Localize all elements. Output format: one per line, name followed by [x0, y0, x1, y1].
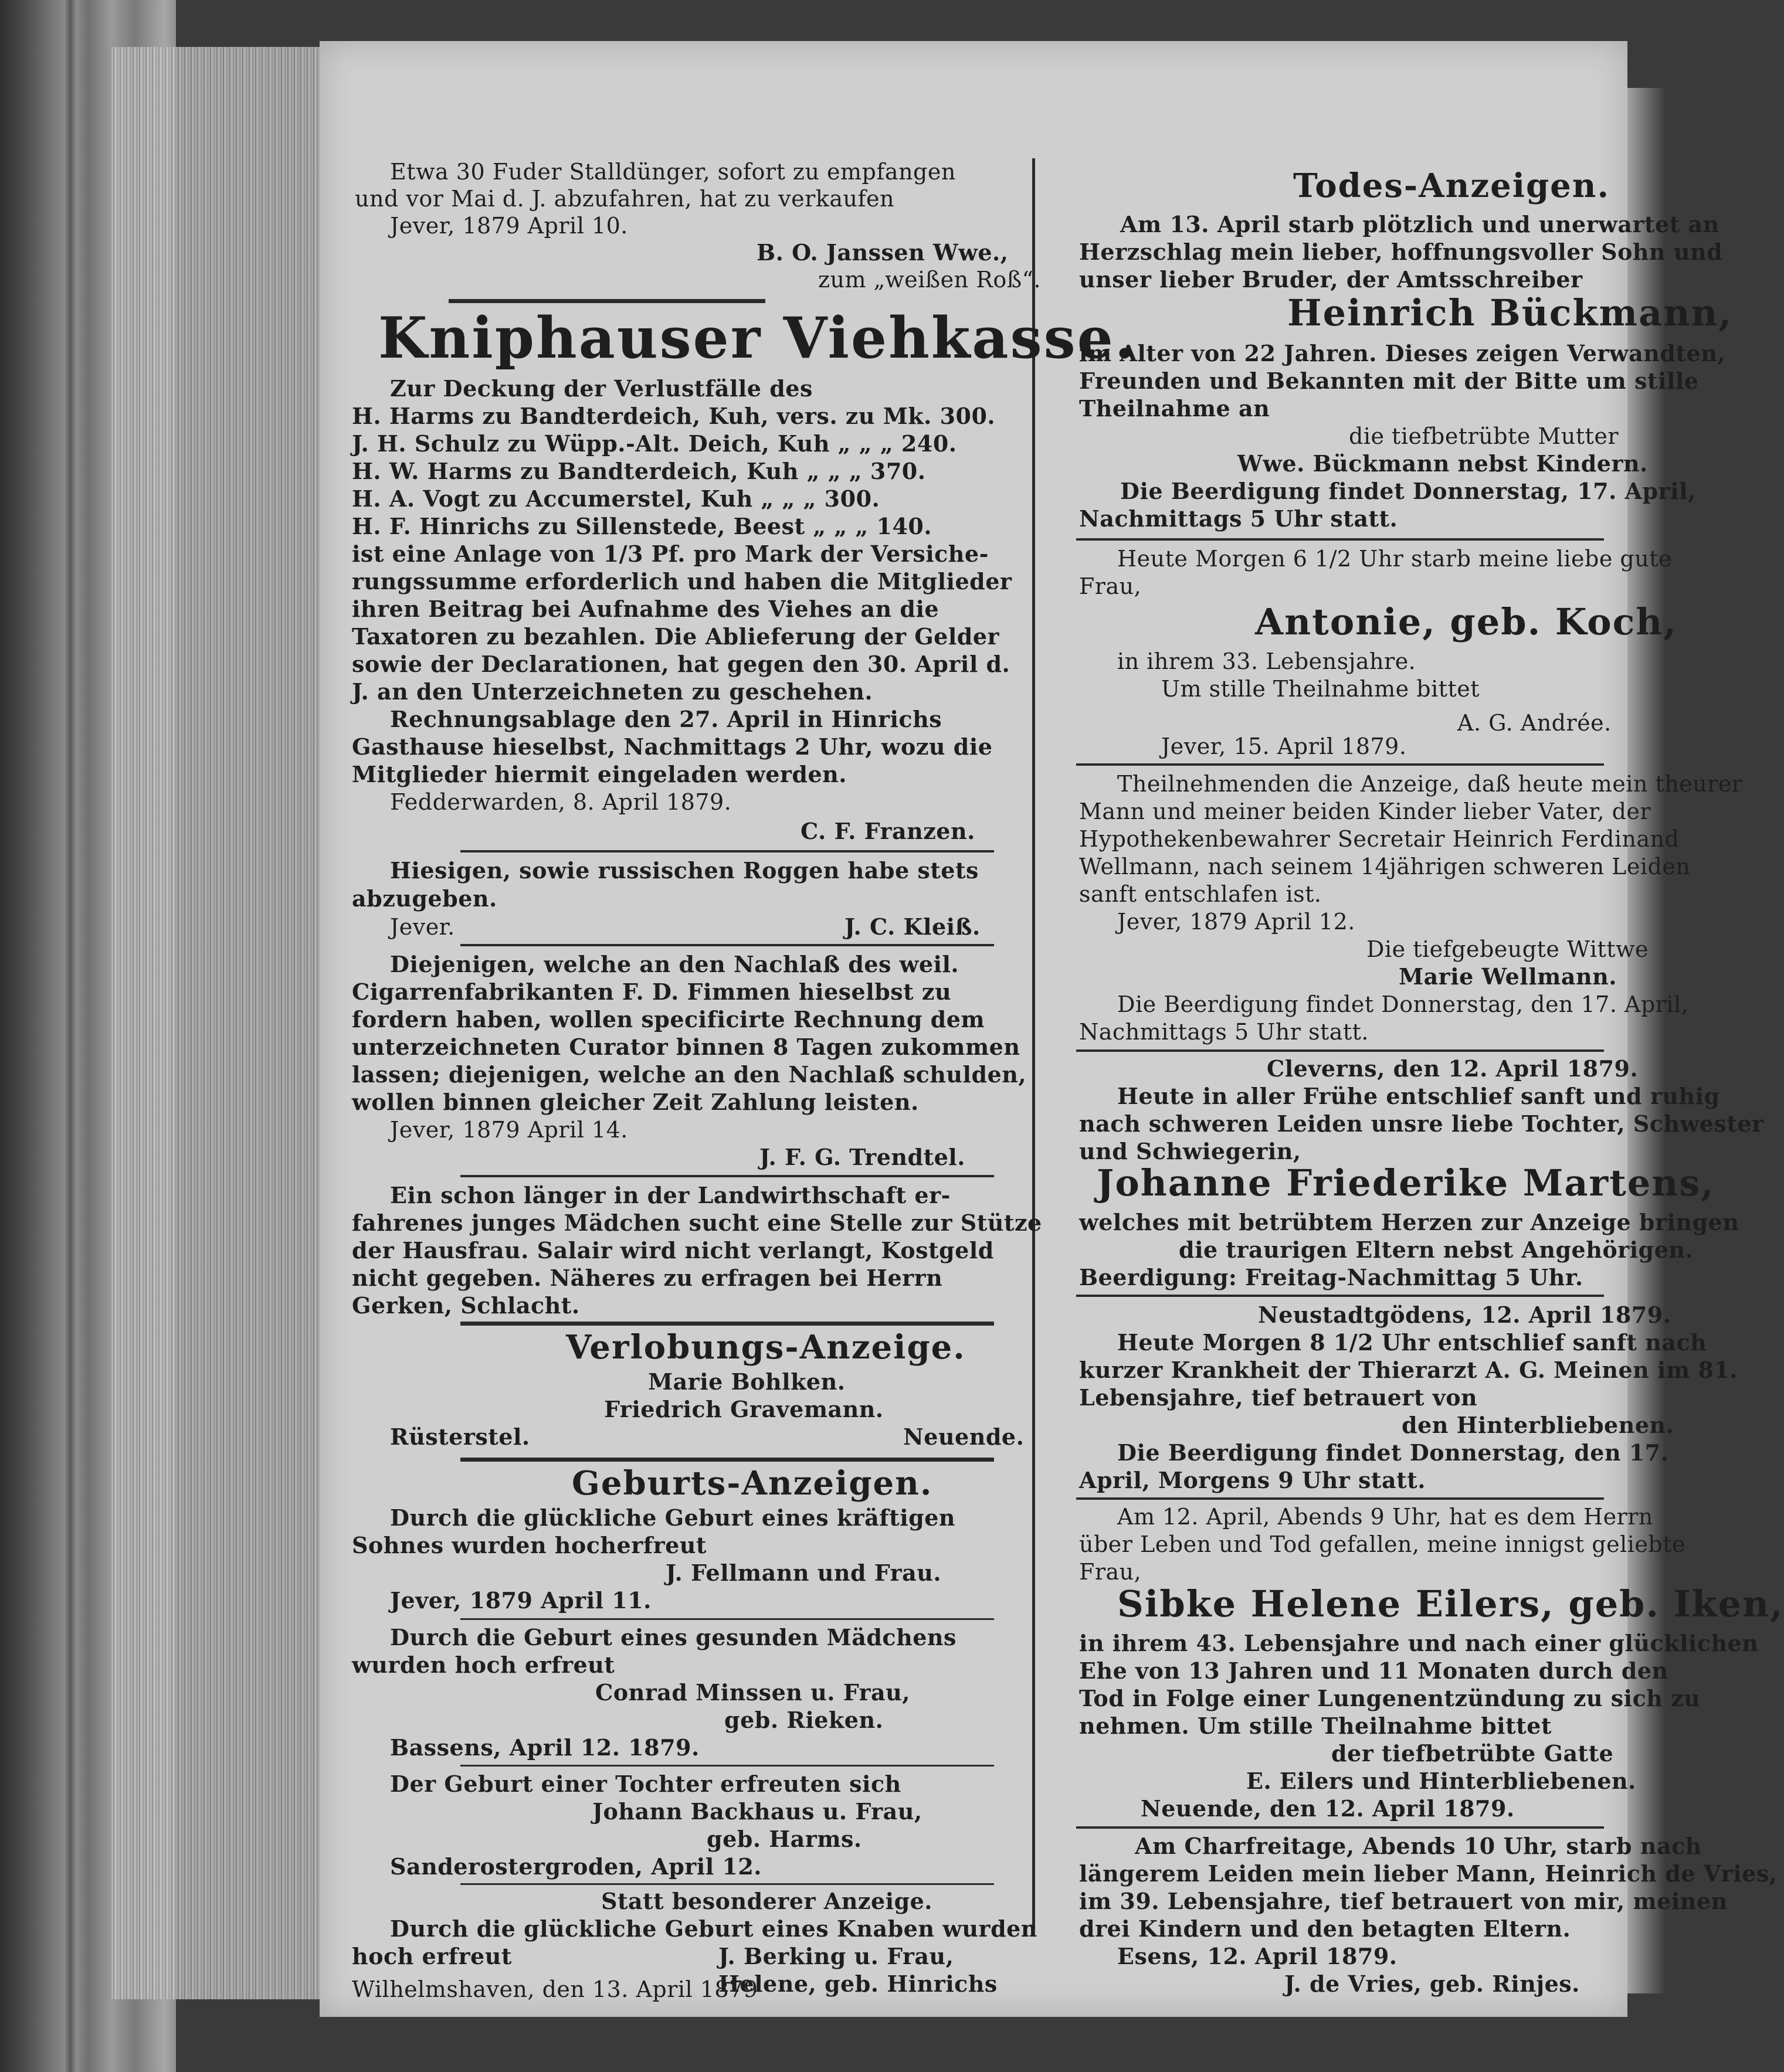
signature: J. de Vries, geb. Rinjes. [1284, 1971, 1580, 1997]
text-line: Hiesigen, sowie russischen Roggen habe stets [390, 857, 979, 884]
text-line: und Schwiegerin, [1079, 1138, 1301, 1164]
text-line: zum „weißen Roß“. [818, 267, 1042, 293]
text-line: drei Kindern und den betagten Eltern. [1079, 1915, 1571, 1942]
text-line: Sohnes wurden hocherfreut [352, 1532, 707, 1558]
text-line: Am 12. April, Abends 9 Uhr, hat es dem Herrn [1117, 1504, 1653, 1530]
text-line: im Alter von 22 Jahren. Dieses zeigen Verwandten, [1079, 340, 1726, 366]
text-line: im 39. Lebensjahre, tief betrauert von mir, meinen [1079, 1888, 1728, 1914]
text-line: H. A. Vogt zu Accumerstel, Kuh „ „ „ 300. [352, 485, 880, 512]
text-line: kurzer Krankheit der Thierarzt A. G. Meinen im 81. [1079, 1357, 1738, 1383]
text-line: Tod in Folge einer Lungenentzündung zu sich zu [1079, 1685, 1701, 1711]
deceased-name: Johanne Friederike Martens, [1097, 1161, 1715, 1204]
text-line: Gasthause hieselbst, Nachmittags 2 Uhr, wozu die [352, 733, 993, 760]
text-line: Jever, 15. April 1879. [1161, 733, 1407, 759]
text-line: Etwa 30 Fuder Stalldünger, sofort zu empfangen [390, 159, 956, 185]
text-line: Cleverns, den 12. April 1879. [1267, 1055, 1639, 1082]
text-line: Gerken, Schlacht. [352, 1292, 580, 1319]
text-line: Jever. [390, 914, 455, 940]
rule [460, 1618, 994, 1620]
text-line: Frau, [1079, 1559, 1142, 1585]
text-line: April, Morgens 9 Uhr statt. [1079, 1467, 1426, 1493]
text-line: Heute in aller Frühe entschlief sanft und ruhig [1117, 1083, 1720, 1109]
rule [460, 850, 994, 852]
text-line: Cigarrenfabrikanten F. D. Fimmen hieselbst zu [352, 979, 952, 1005]
text-line: nach schweren Leiden unsre liebe Tochter, Schwester [1079, 1110, 1764, 1137]
text-line: Theilnahme an [1079, 395, 1270, 422]
text-line: Neuende, den 12. April 1879. [1141, 1795, 1515, 1822]
rule [460, 1765, 994, 1767]
text-line: nicht gegeben. Näheres zu erfragen bei Herrn [352, 1265, 943, 1291]
text-line: ihren Beitrag bei Aufnahme des Viehes an die [352, 596, 940, 622]
text-line: Fedderwarden, 8. April 1879. [390, 789, 732, 815]
deceased-name: Heinrich Bückmann, [1287, 291, 1732, 334]
signature: Conrad Minssen u. Frau, [595, 1679, 911, 1706]
deceased-name: Sibke Helene Eilers, geb. Iken, [1117, 1582, 1784, 1625]
section-heading: Verlobungs-Anzeige. [566, 1328, 966, 1367]
text-line: Lebensjahre, tief betrauert von [1079, 1384, 1478, 1411]
text-line: abzugeben. [352, 885, 497, 912]
text-line: Jever, 1879 April 12. [1117, 909, 1355, 935]
text-line: Am Charfreitage, Abends 10 Uhr, starb nach [1135, 1833, 1702, 1859]
text-line: H. Harms zu Bandterdeich, Kuh, vers. zu Mk. 300. [352, 403, 996, 429]
signature: E. Eilers und Hinterbliebenen. [1246, 1768, 1636, 1794]
text-line: Ehe von 13 Jahren und 11 Monaten durch den [1079, 1657, 1668, 1684]
text-line: Der Geburt einer Tochter erfreuten sich [390, 1771, 901, 1797]
text-line: Marie Bohlken. [648, 1368, 846, 1395]
signature: Johann Backhaus u. Frau, [592, 1798, 922, 1825]
text-line: unterzeichneten Curator binnen 8 Tagen zukommen [352, 1034, 1020, 1060]
signature: B. O. Janssen Wwe., [757, 239, 1009, 266]
text-line: ist eine Anlage von 1/3 Pf. pro Mark der Versiche- [352, 541, 989, 567]
text-line: Wellmann, nach seinem 14jährigen schweren Leiden [1079, 854, 1691, 879]
rule [460, 1175, 994, 1177]
text-line: der tiefbetrübte Gatte [1331, 1740, 1614, 1767]
text-line: H. F. Hinrichs zu Sillenstede, Beest „ „ „ 140. [352, 513, 932, 539]
text-line: wollen binnen gleicher Zeit Zahlung leisten. [352, 1089, 919, 1115]
text-line: Durch die glückliche Geburt eines Knaben wurden [390, 1915, 1037, 1942]
text-line: geb. Harms. [707, 1826, 862, 1852]
signature: A. G. Andrée. [1457, 710, 1612, 736]
text-line: H. W. Harms zu Bandterdeich, Kuh „ „ „ 370. [352, 458, 926, 484]
text-line: Mitglieder hiermit eingeladen werden. [352, 761, 847, 787]
rule [1076, 1049, 1604, 1052]
text-line: Statt besonderer Anzeige. [601, 1888, 933, 1914]
text-line: Hypothekenbewahrer Secretair Heinrich Ferdinand [1079, 826, 1680, 852]
signature: J. Berking u. Frau, [718, 1943, 954, 1969]
text-line: Freunden und Bekannten mit der Bitte um stille [1079, 368, 1699, 394]
text-line: lassen; diejenigen, welche an den Nachlaß schulden, [352, 1061, 1027, 1088]
ad-heading: Kniphauser Viehkasse. [378, 305, 1137, 371]
text-line: Rüsterstel. [390, 1424, 530, 1450]
text-line: Herzschlag mein lieber, hoffnungsvoller Sohn und [1079, 239, 1723, 265]
text-line: Neustadtgödens, 12. April 1879. [1258, 1302, 1671, 1328]
text-line: Ein schon länger in der Landwirthschaft er- [390, 1182, 951, 1208]
signature: C. F. Franzen. [801, 818, 975, 844]
text-line: Jever, 1879 April 11. [390, 1587, 652, 1614]
text-line: Heute Morgen 6 1/2 Uhr starb meine liebe gute [1117, 546, 1672, 572]
text-line: Jever, 1879 April 14. [390, 1117, 628, 1143]
text-line: fahrenes junges Mädchen sucht eine Stelle zur Stütze [352, 1210, 1042, 1236]
text-line: J. an den Unterzeichneten zu geschehen. [352, 678, 873, 705]
rule [449, 299, 765, 303]
rule [460, 1322, 994, 1326]
signature: Wwe. Bückmann nebst Kindern. [1237, 450, 1648, 477]
text-line: die tiefbetrübte Mutter [1349, 423, 1619, 449]
text-line: nehmen. Um stille Theilnahme bittet [1079, 1713, 1552, 1739]
rule [1076, 1295, 1604, 1297]
text-line: Mann und meiner beiden Kinder lieber Vater, der [1079, 799, 1651, 824]
text-line: geb. Rieken. [724, 1707, 884, 1733]
text-line: wurden hoch erfreut [352, 1652, 615, 1678]
text-line: fordern haben, wollen specificirte Rechnung dem [352, 1006, 985, 1032]
text-line: über Leben und Tod gefallen, meine innigst geliebte [1079, 1531, 1685, 1557]
text-line: hoch erfreut [352, 1943, 512, 1969]
text-line: welches mit betrübtem Herzen zur Anzeige bringen [1079, 1209, 1739, 1235]
text-line: Theilnehmenden die Anzeige, daß heute mein theurer [1117, 771, 1743, 797]
signature: J. C. Kleiß. [844, 913, 981, 940]
rule [1076, 1497, 1604, 1500]
signature: Marie Wellmann. [1399, 963, 1617, 990]
rule [1076, 1826, 1604, 1829]
deceased-name: Antonie, geb. Koch, [1255, 600, 1678, 643]
rule [1076, 538, 1604, 541]
text-line: unser lieber Bruder, der Amtsschreiber [1079, 266, 1583, 293]
section-heading: Todes-Anzeigen. [1293, 167, 1610, 205]
rule [460, 1883, 994, 1885]
rule [460, 944, 994, 946]
text-line: in ihrem 33. Lebensjahre. [1117, 648, 1416, 674]
signature: den Hinterbliebenen. [1402, 1412, 1674, 1438]
section-heading: Geburts-Anzeigen. [572, 1464, 933, 1503]
newspaper-page [320, 41, 1784, 2017]
rule [1076, 763, 1604, 766]
rule [460, 1458, 994, 1462]
text-line: Nachmittags 5 Uhr statt. [1079, 1019, 1369, 1045]
text-line: Jever, 1879 April 10. [390, 213, 628, 239]
text-line: Friedrich Gravemann. [604, 1396, 884, 1422]
text-line: längerem Leiden mein lieber Mann, Heinrich de Vries, [1079, 1860, 1778, 1887]
text-line: Die Beerdigung findet Donnerstag, 17. April, [1120, 478, 1696, 504]
text-line: Um stille Theilnahme bittet [1161, 676, 1480, 702]
page-stack [111, 47, 323, 1999]
text-line: J. H. Schulz zu Wüpp.-Alt. Deich, Kuh „ „ „ 240. [352, 430, 957, 457]
text-line: Die Beerdigung findet Donnerstag, den 17. April, [1117, 991, 1689, 1017]
text-line: Diejenigen, welche an den Nachlaß des weil. [390, 951, 959, 977]
text-line: Die tiefgebeugte Wittwe [1366, 936, 1649, 962]
text-line: Nachmittags 5 Uhr statt. [1079, 505, 1398, 532]
text-line: Helene, geb. Hinrichs [718, 1971, 998, 1997]
text-line: die traurigen Eltern nebst Angehörigen. [1179, 1237, 1694, 1263]
text-line: Am 13. April starb plötzlich und unerwartet an [1120, 211, 1719, 237]
text-line: Rechnungsablage den 27. April in Hinrichs [390, 706, 942, 732]
text-line: Taxatoren zu bezahlen. Die Ablieferung der Gelder [352, 623, 1000, 650]
text-line: Durch die glückliche Geburt eines kräftigen [390, 1504, 956, 1531]
text-line: Durch die Geburt eines gesunden Mädchens [390, 1624, 957, 1650]
text-line: Neuende. [903, 1424, 1025, 1450]
text-line: und vor Mai d. J. abzufahren, hat zu verkaufen [355, 186, 894, 212]
text-line: in ihrem 43. Lebensjahre und nach einer glücklichen [1079, 1630, 1759, 1656]
column-divider [1032, 158, 1035, 1929]
text-line: sanft entschlafen ist. [1079, 881, 1322, 907]
text-line: sowie der Declarationen, hat gegen den 30. April d. [352, 651, 1010, 677]
text-line: Beerdigung: Freitag-Nachmittag 5 Uhr. [1079, 1264, 1583, 1290]
signature: J. Fellmann und Frau. [666, 1560, 942, 1586]
text-line: Wilhelmshaven, den 13. April 1879 [352, 1976, 758, 2002]
text-line: Esens, 12. April 1879. [1117, 1943, 1398, 1969]
text-line: Zur Deckung der Verlustfälle des [390, 375, 813, 402]
text-line: Frau, [1079, 573, 1142, 599]
text-line: Bassens, April 12. 1879. [390, 1734, 700, 1761]
text-line: Sanderostergroden, April 12. [390, 1853, 762, 1880]
text-line: rungssumme erforderlich und haben die Mitglieder [352, 568, 1012, 595]
signature: J. F. G. Trendtel. [759, 1144, 965, 1170]
text-line: Die Beerdigung findet Donnerstag, den 17. [1117, 1439, 1669, 1466]
text-line: Heute Morgen 8 1/2 Uhr entschlief sanft nach [1117, 1329, 1707, 1356]
text-line: der Hausfrau. Salair wird nicht verlangt, Kostgeld [352, 1237, 994, 1263]
